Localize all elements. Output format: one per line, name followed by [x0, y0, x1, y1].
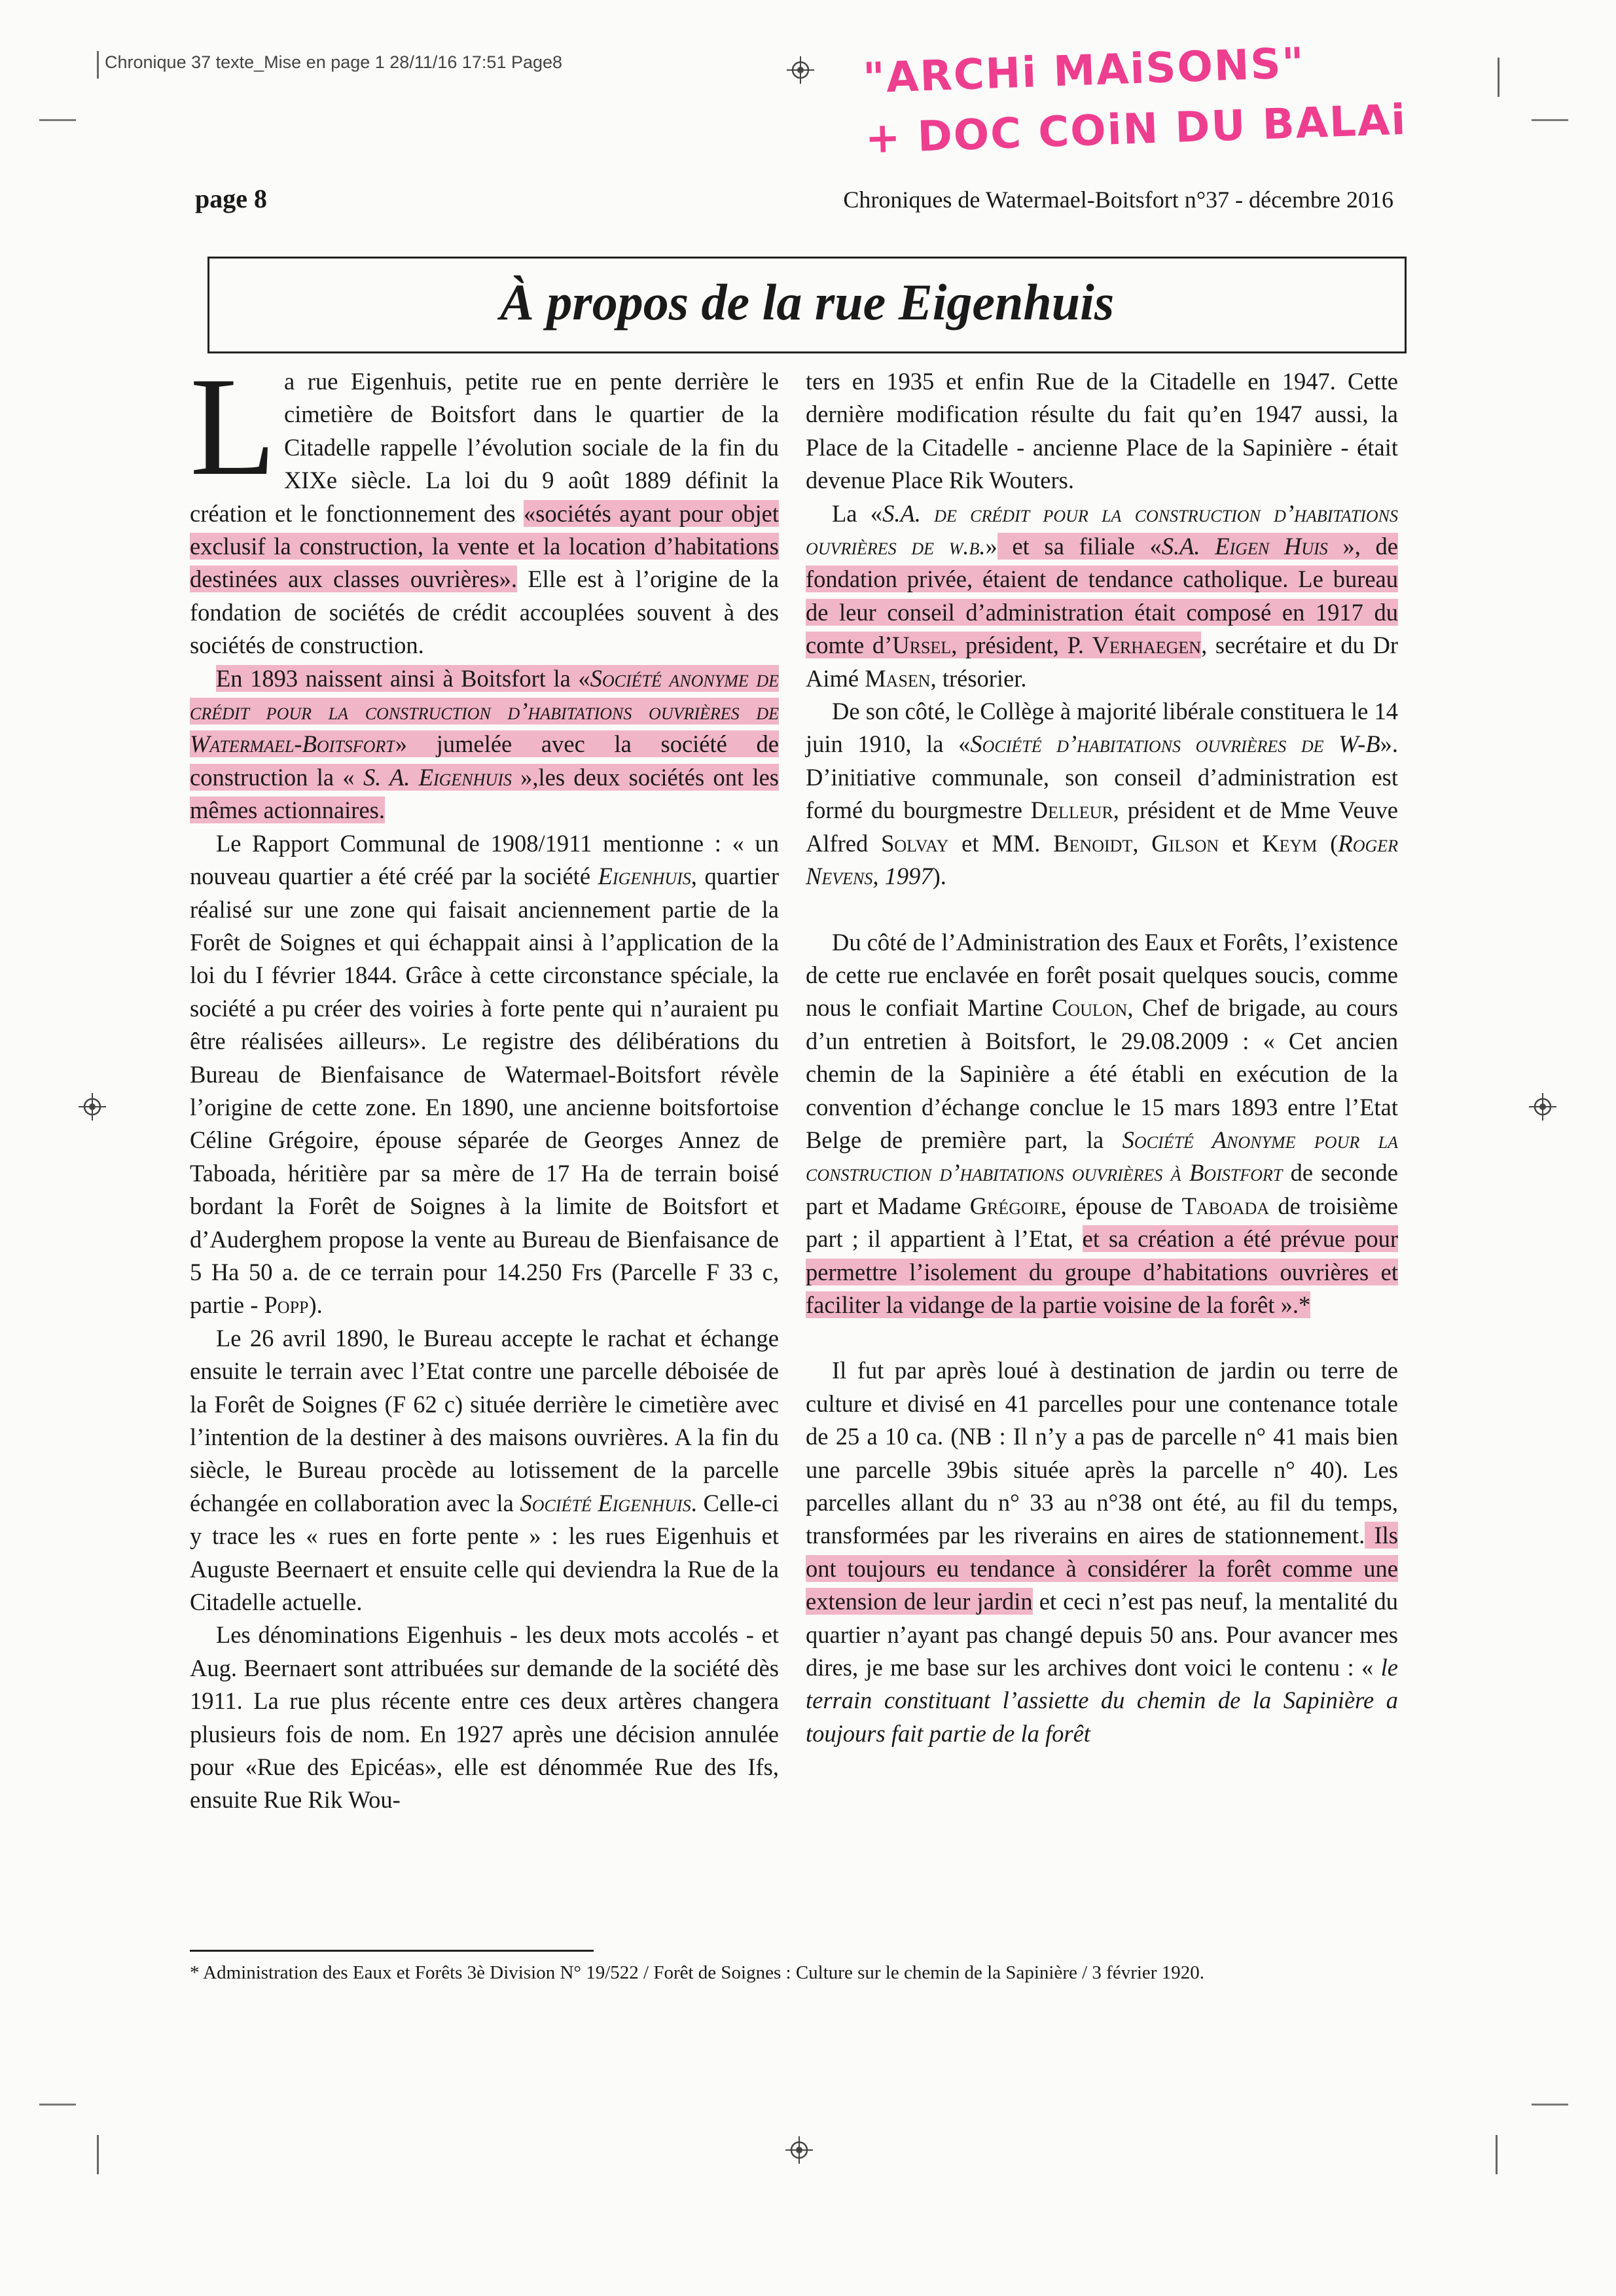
paragraph-7 [806, 695, 1398, 893]
paragraph-5-end: ters en 1935 et enfin Rue de la Citadelle en 1947. Cette dernière modification résulte du fait qu’en 1947 aussi, la Place de la Citadelle - ancienne Place de la Sapinière - était devenue Place Rik Wouters. [806, 368, 1398, 494]
p4-text-a: Le 26 avril 1890, le Bureau accepte le rachat et échange ensuite le terrain avec l’Etat contre une parcelle déboisée de la Forêt de Soignes (F 62 c) située derrière le cimetière avec l’intention de la destiner à des maisons ouvrières. A la fin du siècle, le Bureau procède au lotissement de la parcelle échangée en collaboration avec la [190, 1324, 779, 1516]
p8-text-i: de troisième part ; il appartient à l’Etat, [806, 1192, 1398, 1253]
p2-highlight-d: S. A. Eigenhuis [363, 763, 512, 791]
p8-text-h: Taboada [1181, 1192, 1270, 1219]
p3-text-b: Eigenhuis [598, 863, 691, 890]
p7-text-c: ». D’initiative communale, son conseil d’administration est formé du bourgmestre [806, 730, 1399, 824]
footnote: * Administration des Eaux et Forêts 3è Division N° 19/522 / Forêt de Soignes : Culture sur le chemin de la Sapinière / 3 février 1920. [190, 1962, 1204, 1983]
paragraph-4 [190, 1322, 779, 1619]
p1-text: a rue Eigenhuis, petite rue en pente derrière le cimetière de Boitsfort dans le quartier de la Citadelle rappelle l’évolution sociale de la fin du XIXe siècle. La loi du 9 août 1889 définit la création et le fonctionnement des [190, 368, 779, 527]
p6-text-b: S.A. de crédit pour la construction d’habitations ouvrières de w.b. [806, 499, 1398, 560]
p9-highlight-b: Ils ont toujours eu tendance à considérer la forêt comme une extension de leur jardin [806, 1522, 1398, 1615]
p6-highlight-i: Verhaegen [1092, 632, 1202, 659]
paragraph-1 [190, 348, 780, 662]
p7-text-l: Keym [1262, 829, 1318, 857]
p3-text-c: , quartier réalisé sur une zone qui faisait anciennement partie de la Forêt de Soignes et qui échappait ainsi à l’application de la loi du I février 1844. Grâce à cette circonstance spéciale, la société a pu créer des voiries à forte pente qui n’auraient pu être réalisées ailleurs». Le registre des délibérations du Bureau de Bienfaisance de Watermael-Boitsfort révèle l’origine de cette zone. En 1890, une ancienne boitsfortoise Céline Grégoire, épouse séparée de Georges Annez de Taboada, héritière par sa mère de 17 Ha de terrain boisé bordant la Forêt de Soignes à la limite de Boitsfort et d’Auderghem propose la vente au Bureau de Bienfaisance de 5 Ha 50 a. de ce terrain pour 14.250 Frs (Parcelle F 33 c, partie - [190, 863, 779, 1319]
p9-text-a: Il fut par après loué à destination de jardin ou terre de culture et divisé en 41 parcelles pour une contenance totale de 25 a 10 ca. (NB : Il n’y a pas de parcelle n° 41 mais bien une parcelle 39bis située après la parcelle n° 40). Les parcelles allant du n° 33 au n°38 ont été, au fil du temps, transformées par les riverains en aires de stationnement. [806, 1357, 1398, 1549]
registration-mark-top-icon [787, 56, 814, 84]
crop-mark-right-top [1532, 119, 1568, 121]
p7-text-h: Benoidt [1053, 829, 1133, 857]
p7-text-i: , [1132, 829, 1152, 857]
paragraph-5-start: Les dénominations Eigenhuis - les deux mots accolés - et Aug. Beernaert sont attribuées sur demande de la société dès 1911. La rue plus récente entre ces deux artères changera plusieurs fois de nom. En 1927 après une décision annulée pour «Rue des Epicéas», elle est dénommée Rue des Ifs, ensuite Rue Rik Wou- [190, 1621, 779, 1814]
p8-text-a: Du côté de l’Administration des Eaux et Forêts, l’existence de cette rue enclavée en forêt posait quelques soucis, comme nous le confiait Martine [806, 928, 1398, 1022]
paragraph-2 [190, 662, 779, 827]
crop-mark-right-bottom [1532, 2104, 1568, 2106]
p7-text-a: De son côté, le Collège à majorité libérale constituera le 14 juin 1910, la « [806, 698, 1398, 758]
p6-text-c: » [985, 533, 997, 560]
publication-header: Chroniques de Watermael-Boitsfort n°37 - décembre 2016 [843, 187, 1393, 213]
p7-text-n: Roger Nevens, 1997 [806, 829, 1399, 890]
paragraph-gap [806, 893, 1398, 926]
p3-text-d: Popp [264, 1291, 309, 1319]
p6-text-j: , secrétaire et du Dr Aimé [806, 632, 1399, 692]
p7-text-g: et MM. [948, 829, 1054, 857]
p2-highlight-e: »,les deux sociétés ont les mêmes actionnaires. [190, 763, 779, 824]
paragraph-9 [806, 1354, 1398, 1750]
paragraph-8 [806, 926, 1398, 1322]
p8-highlight-j: et sa création a été prévue pour permettre l’isolement du groupe d’habitations ouvrières et faciliter la vidange de la partie voisine de la forêt ».* [806, 1225, 1398, 1318]
slug-bar [97, 51, 99, 79]
registration-mark-bottom-icon [785, 2136, 813, 2164]
p7-text-k: et [1219, 829, 1263, 857]
registration-mark-right-icon [1529, 1093, 1556, 1121]
p4-text-c: . Celle-ci y trace les « rues en forte pente » : les rues Eigenhuis et Auguste Beernaert et ensuite celle qui deviendra la Rue de la Citadelle actuelle. [190, 1489, 779, 1616]
p6-highlight-h: , président, P. [951, 632, 1092, 659]
p8-text-e: de seconde part et Madame [806, 1159, 1398, 1219]
article-column-right [806, 365, 1398, 1750]
p7-text-f: Solvay [881, 829, 949, 857]
p2-highlight-a: En 1893 naissent ainsi à Boitsfort la « [216, 664, 590, 692]
crop-mark-bottom-right [1496, 2135, 1498, 2174]
paragraph-3 [190, 827, 779, 1322]
p4-text-b: Société Eigenhuis [520, 1489, 691, 1516]
p6-highlight-d: et sa filiale « [997, 533, 1162, 560]
p6-highlight-e: S.A. Eigen Huis [1161, 533, 1328, 560]
registration-mark-left-icon [79, 1093, 106, 1121]
p8-text-d: Société Anonyme pour la construction d’habitations ouvrières à Boistfort [806, 1126, 1398, 1187]
p3-text-a: Le Rapport Communal de 1908/1911 mentionne : « un nouveau quartier a été créé par la société [190, 829, 779, 890]
p8-text-g: , épouse de [1060, 1192, 1182, 1219]
p7-text-m: ( [1317, 829, 1338, 857]
p8-text-f: Grégoire [969, 1192, 1061, 1219]
paragraph-6 [806, 497, 1398, 695]
p8-text-b: Coulon [1051, 994, 1128, 1022]
page-number: page 8 [195, 184, 267, 213]
p2-highlight-c: » jumelée avec la société de construction la « [190, 730, 779, 791]
p9-text-c: et ceci n’est pas neuf, la mentalité du quartier n’ayant pas changé depuis 50 ans. Pour avancer mes dires, je me base sur les archives dont voici le contenu : « [806, 1588, 1398, 1681]
p6-highlight-g: Ursel [892, 632, 952, 659]
crop-mark-left-bottom [39, 2104, 76, 2106]
drop-cap: L [190, 348, 276, 505]
handwritten-note-line-1: "ARCHi MAiSONS" [862, 39, 1306, 103]
p6-text-a: La « [832, 499, 883, 527]
p1-text-end: Elle est à l’origine de la fondation de sociétés de crédit accouplées souvent à des sociétés de construction. [190, 565, 780, 659]
p6-text-l: , trésorier. [930, 664, 1027, 692]
article-column-left [190, 348, 780, 1817]
p1-highlight: «sociétés ayant pour objet exclusif la construction, la vente et la location d’habitations destinées aux classes ouvrières». [190, 499, 779, 593]
paragraph-gap-2 [806, 1321, 1398, 1354]
crop-mark-top-right [1498, 58, 1499, 97]
p7-text-d: Delleur [1030, 797, 1113, 824]
handwritten-note [862, 30, 1408, 170]
p7-text-j: Gilson [1151, 829, 1219, 857]
p2-highlight-b: Société anonyme de crédit pour la construction d’habitations ouvrières de Watermael-Boitsfort [190, 664, 779, 758]
crop-mark-bottom-left [97, 2135, 99, 2174]
article-title: À propos de la rue Eigenhuis [499, 274, 1115, 331]
p7-text-b: Société d’habitations ouvrières de W-B [970, 730, 1380, 758]
crop-mark-left-top [39, 119, 76, 121]
p3-text-e: ). [308, 1291, 323, 1319]
p6-highlight-f: », de fondation privée, étaient de tendance catholique. Le bureau de leur conseil d’administration était composé en 1917 du comte d’ [806, 533, 1398, 659]
p6-text-k: Masen [865, 664, 931, 692]
handwritten-note-line-2: + DOC COiN DU BALAi [864, 96, 1408, 164]
footnote-rule [190, 1950, 594, 1952]
p9-text-d: le terrain constituant l’assiette du chemin de la Sapinière a toujours fait partie de la forêt [806, 1654, 1398, 1747]
p7-text-e: , président et de Mme Veuve Alfred [806, 797, 1398, 857]
p7-text-o: ). [932, 863, 946, 890]
p8-text-c: , Chef de brigade, au cours d’un entretien à Boitsfort, le 29.08.2009 : « Cet ancien chemin de la Sapinière a été établi en exécution de la convention d’échange conclue le 15 mars 1893 entre l’Etat Belge de première part, la [806, 994, 1398, 1153]
slug-line: Chronique 37 texte_Mise en page 1 28/11/16 17:51 Page8 [105, 52, 563, 72]
